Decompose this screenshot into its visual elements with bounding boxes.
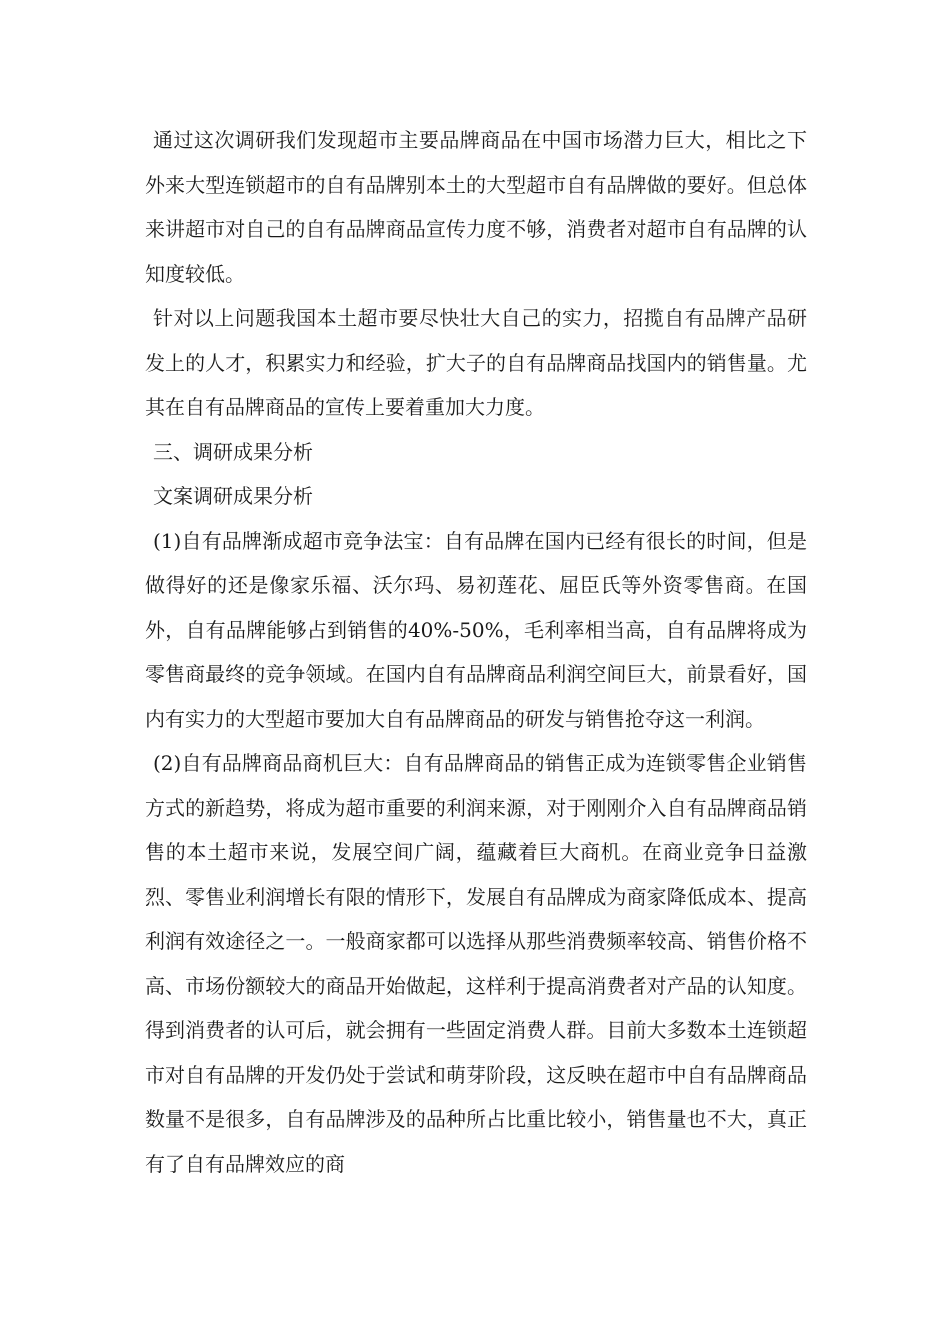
paragraph-survey-findings: 通过这次调研我们发现超市主要品牌商品在中国市场潜力巨大，相比之下外来大型连锁超市的自有品牌别本土的大型超市自有品牌做的要好。但总体来讲超市对自己的自有品牌商品宣传力度不够，消费者对超市自有品牌的认知度较低。 xyxy=(145,128,807,286)
section-heading-analysis: 三、调研成果分析 xyxy=(153,439,313,464)
subsection-heading-desk-research: 文案调研成果分析 xyxy=(153,484,313,508)
document-body xyxy=(145,118,807,1186)
paragraph-recommendations: 针对以上问题我国本土超市要尽快壮大自己的实力，招揽自有品牌产品研发上的人才，积累实力和经验，扩大子的自有品牌商品找国内的销售量。尤其在自有品牌商品的宣传上要着重加大力度。 xyxy=(145,306,807,419)
paragraph-point-2: (2)自有品牌商品商机巨大：自有品牌商品的销售正成为连锁零售企业销售方式的新趋势，将成为超市重要的利润来源，对于刚刚介入自有品牌商品销售的本土超市来说，发展空间广阔，蕴藏着巨大商机。在商业竞争日益激烈、零售业利润增长有限的情形下，发展自有品牌成为商家降低成本、提高利润有效途径之一。一般商家都可以选择从那些消费频率较高、销售价格不高、市场份额较大的商品开始做起，这样利于提高消费者对产品的认知度。得到消费者的认可后，就会拥有一些固定消费人群。目前大多数本土连锁超市对自有品牌的开发仍处于尝试和萌芽阶段，这反映在超市中自有品牌商品数量不是很多，自有品牌涉及的品种所占比重比较小，销售量也不大，真正有了自有品牌效应的商 xyxy=(145,751,807,1176)
paragraph-point-1: (1)自有品牌渐成超市竞争法宝：自有品牌在国内已经有很长的时间，但是做得好的还是像家乐福、沃尔玛、易初莲花、屈臣氏等外资零售商。在国外，自有品牌能够占到销售的40%-50%，毛利率相当高，自有品牌将成为零售商最终的竞争领域。在国内自有品牌商品利润空间巨大，前景看好，国内有实力的大型超市要加大自有品牌商品的研发与销售抢夺这一利润。 xyxy=(145,528,807,731)
